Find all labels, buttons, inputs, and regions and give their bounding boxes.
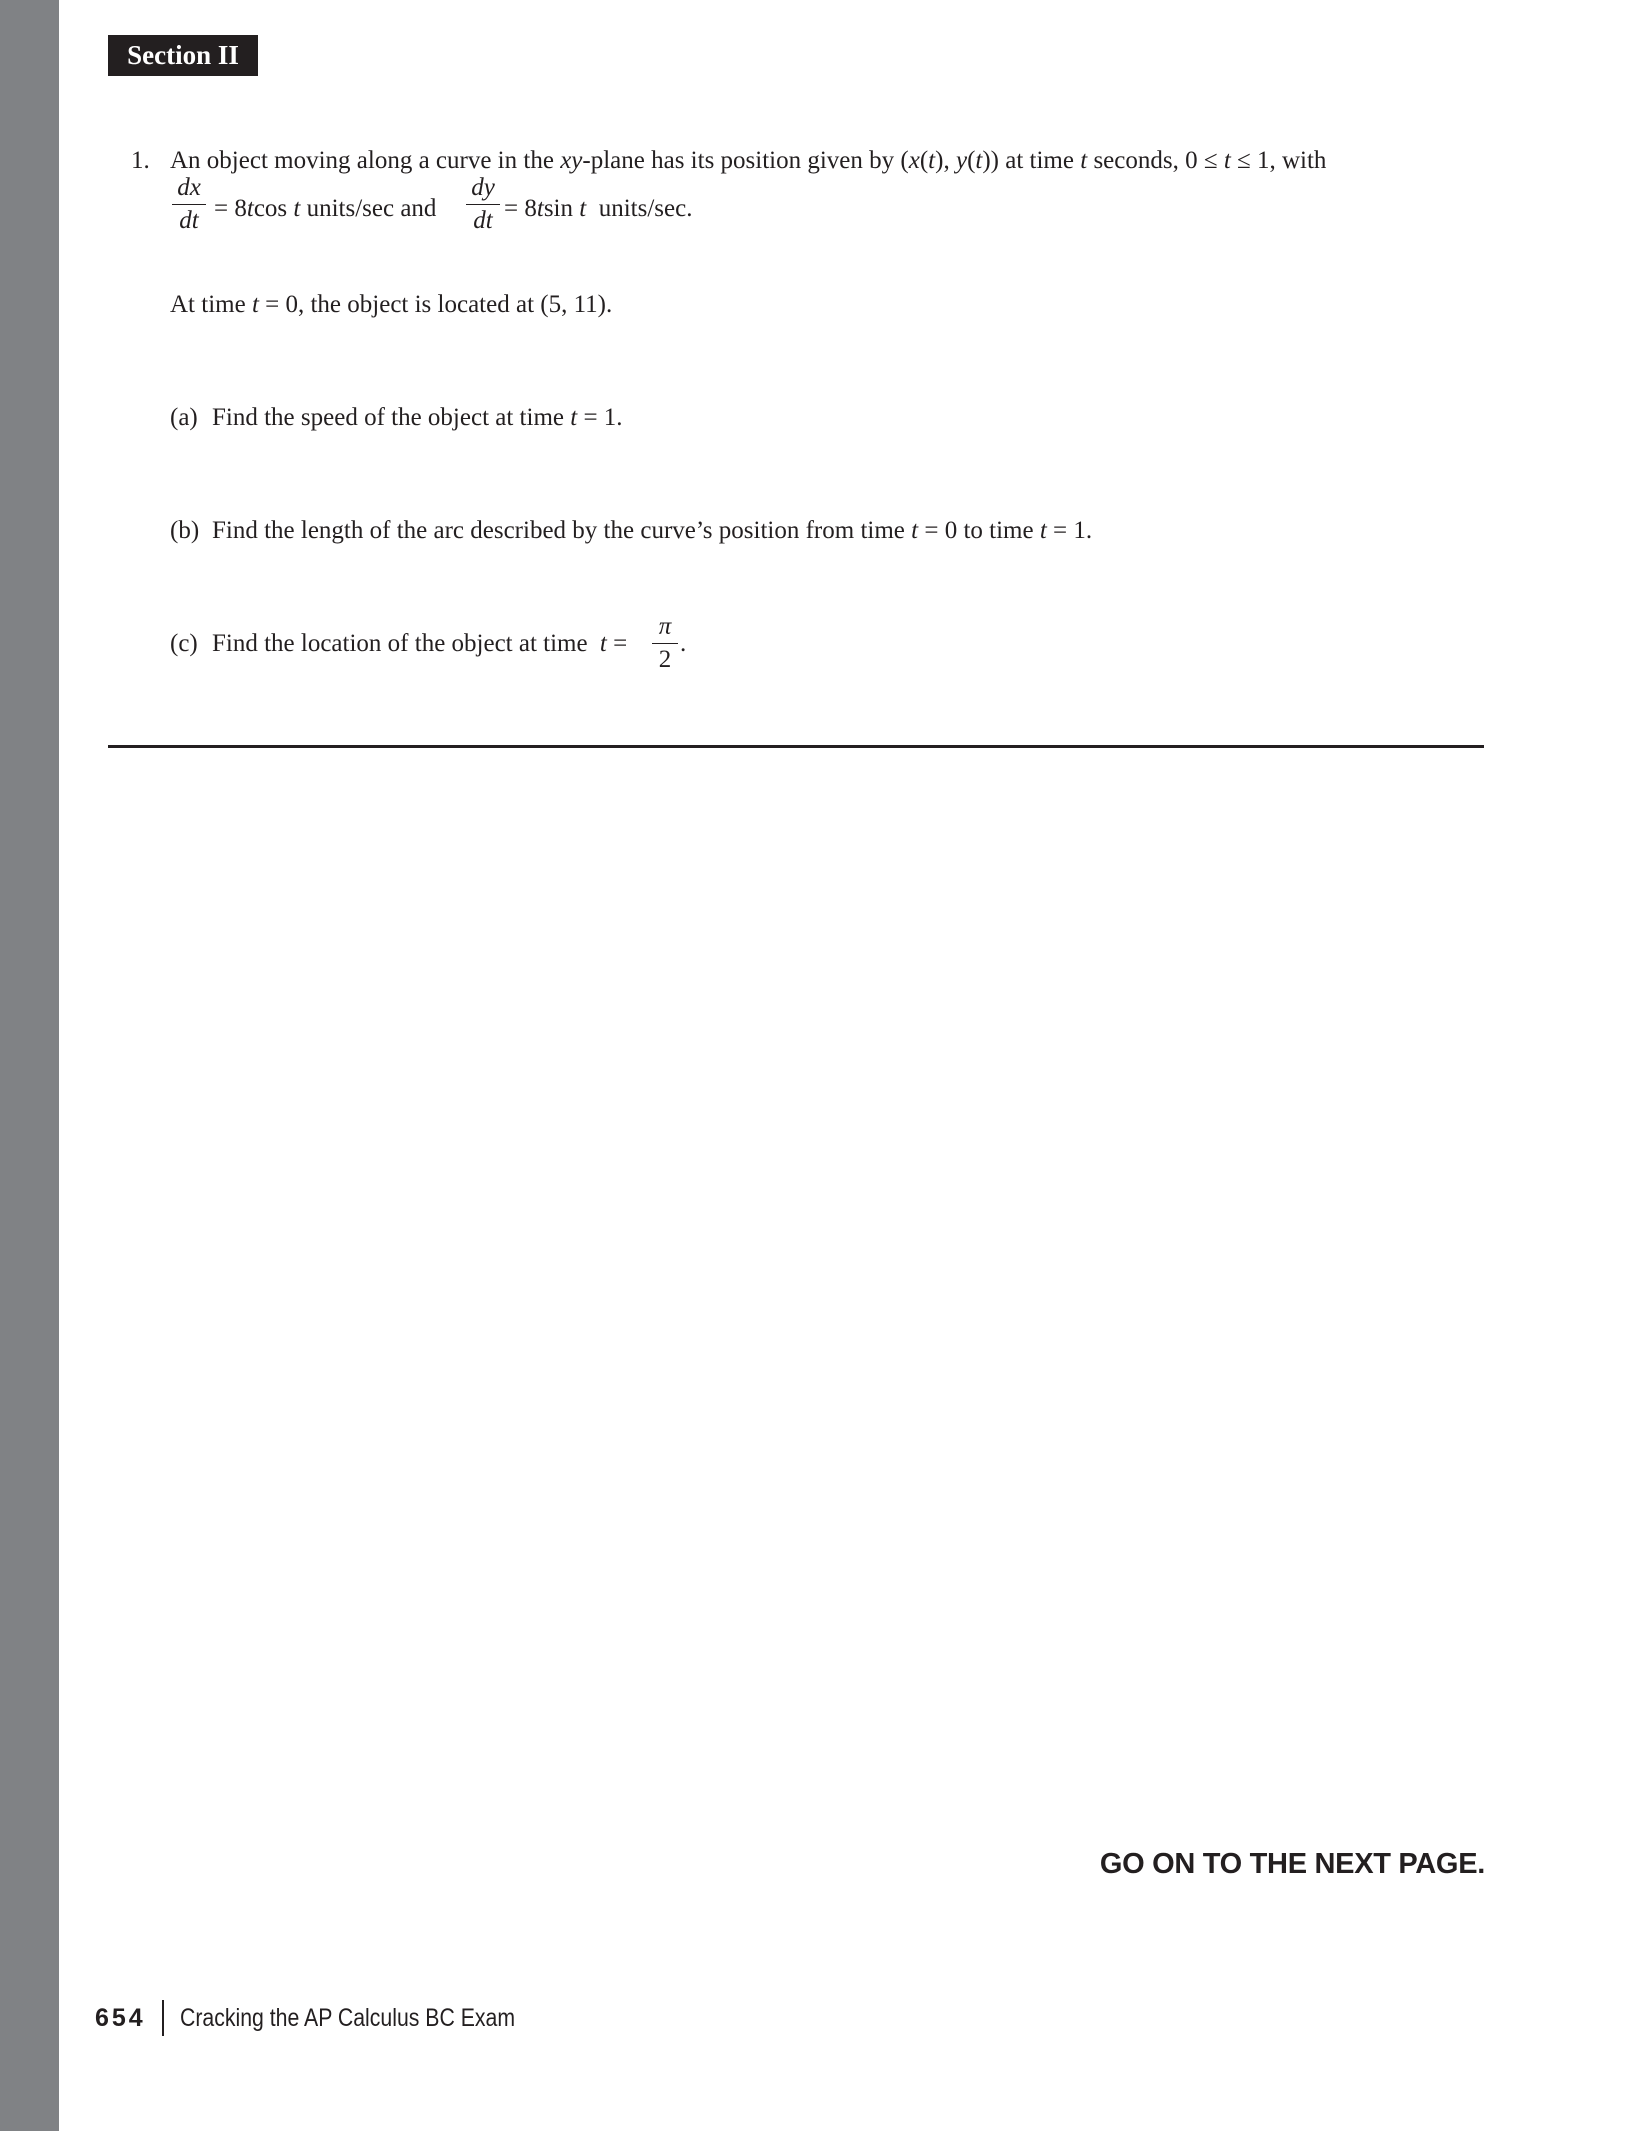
dydt-rhs	[504, 193, 692, 225]
dxdt-denominator: dt	[179, 207, 199, 234]
section-tab: Section II	[108, 35, 258, 76]
part-a	[170, 402, 623, 434]
question-intro	[170, 145, 1326, 177]
intro-var: t	[928, 147, 936, 174]
intro-var: y	[955, 147, 968, 174]
part-b-text: Find the length of the arc described by the curve’s position from time	[212, 517, 912, 544]
part-b-var: t	[1039, 517, 1047, 544]
pi-numerator: π	[658, 613, 672, 640]
question-number: 1.	[131, 147, 150, 174]
part-a-var: t	[570, 404, 578, 431]
page-number: 654	[95, 2004, 146, 2032]
dydt-denominator: dt	[473, 207, 493, 234]
go-on-notice: GO ON TO THE NEXT PAGE.	[1099, 1848, 1485, 1880]
intro-text: ≤ 1, with	[1230, 147, 1327, 174]
dydt-fraction	[466, 174, 500, 235]
rhs-text: = 8	[214, 195, 247, 222]
rhs-var: t	[536, 195, 544, 222]
part-b-label: (b)	[170, 517, 200, 544]
fraction-bar	[466, 204, 500, 205]
rhs-text: units/sec and	[300, 195, 437, 222]
part-c-label: (c)	[170, 630, 198, 657]
dydt-numerator: dy	[471, 174, 495, 201]
intro-text: )) at time	[982, 147, 1081, 174]
intro-var: xy	[560, 147, 583, 174]
part-b-text: = 0 to time	[918, 517, 1040, 544]
rhs-var: t	[579, 195, 587, 222]
initial-condition	[170, 289, 612, 321]
intro-var: x	[908, 147, 920, 174]
intro-text: ),	[935, 147, 956, 174]
page-footer	[95, 2000, 574, 2036]
part-b	[170, 515, 1092, 547]
fraction-bar	[652, 643, 678, 644]
part-a-text: = 1.	[577, 404, 623, 431]
pi-denominator: 2	[658, 646, 672, 673]
fraction-bar	[172, 204, 206, 205]
dxdt-fraction	[172, 174, 206, 235]
rhs-text: cos	[253, 195, 294, 222]
initial-text: At time	[170, 291, 252, 318]
part-a-text: Find the speed of the object at time	[212, 404, 571, 431]
footer-separator	[162, 2000, 164, 2036]
intro-text: (	[967, 147, 976, 174]
rhs-text: = 8	[504, 195, 537, 222]
initial-text: = 0, the object is located at (5, 11).	[258, 291, 613, 318]
rhs-var: t	[293, 195, 301, 222]
part-c-var: t	[599, 630, 607, 657]
intro-text: seconds, 0 ≤	[1087, 147, 1224, 174]
intro-var: t	[1080, 147, 1088, 174]
book-title: Cracking the AP Calculus BC Exam	[179, 2004, 515, 2032]
intro-text: (	[919, 147, 929, 174]
part-b-var: t	[911, 517, 919, 544]
part-c-period: .	[680, 630, 687, 657]
rhs-text: sin	[543, 195, 580, 222]
page-spine	[0, 0, 59, 2131]
intro-text: -plane has its position given by (	[582, 147, 909, 174]
part-c-text: Find the location of the object at time	[212, 630, 594, 657]
pi-over-2-fraction	[652, 613, 678, 674]
intro-var: t	[1223, 147, 1231, 174]
dxdt-numerator: dx	[177, 174, 201, 201]
rhs-text: units/sec.	[586, 195, 693, 222]
part-c-equals: =	[613, 630, 628, 657]
section-divider	[108, 745, 1484, 748]
intro-text: An object moving along a curve in the	[170, 147, 561, 174]
initial-var: t	[251, 291, 259, 318]
dxdt-rhs	[214, 193, 436, 225]
part-a-label: (a)	[170, 404, 198, 431]
part-c	[170, 628, 627, 660]
intro-var: t	[975, 147, 983, 174]
part-b-text: = 1.	[1046, 517, 1093, 544]
rhs-var: t	[246, 195, 254, 222]
